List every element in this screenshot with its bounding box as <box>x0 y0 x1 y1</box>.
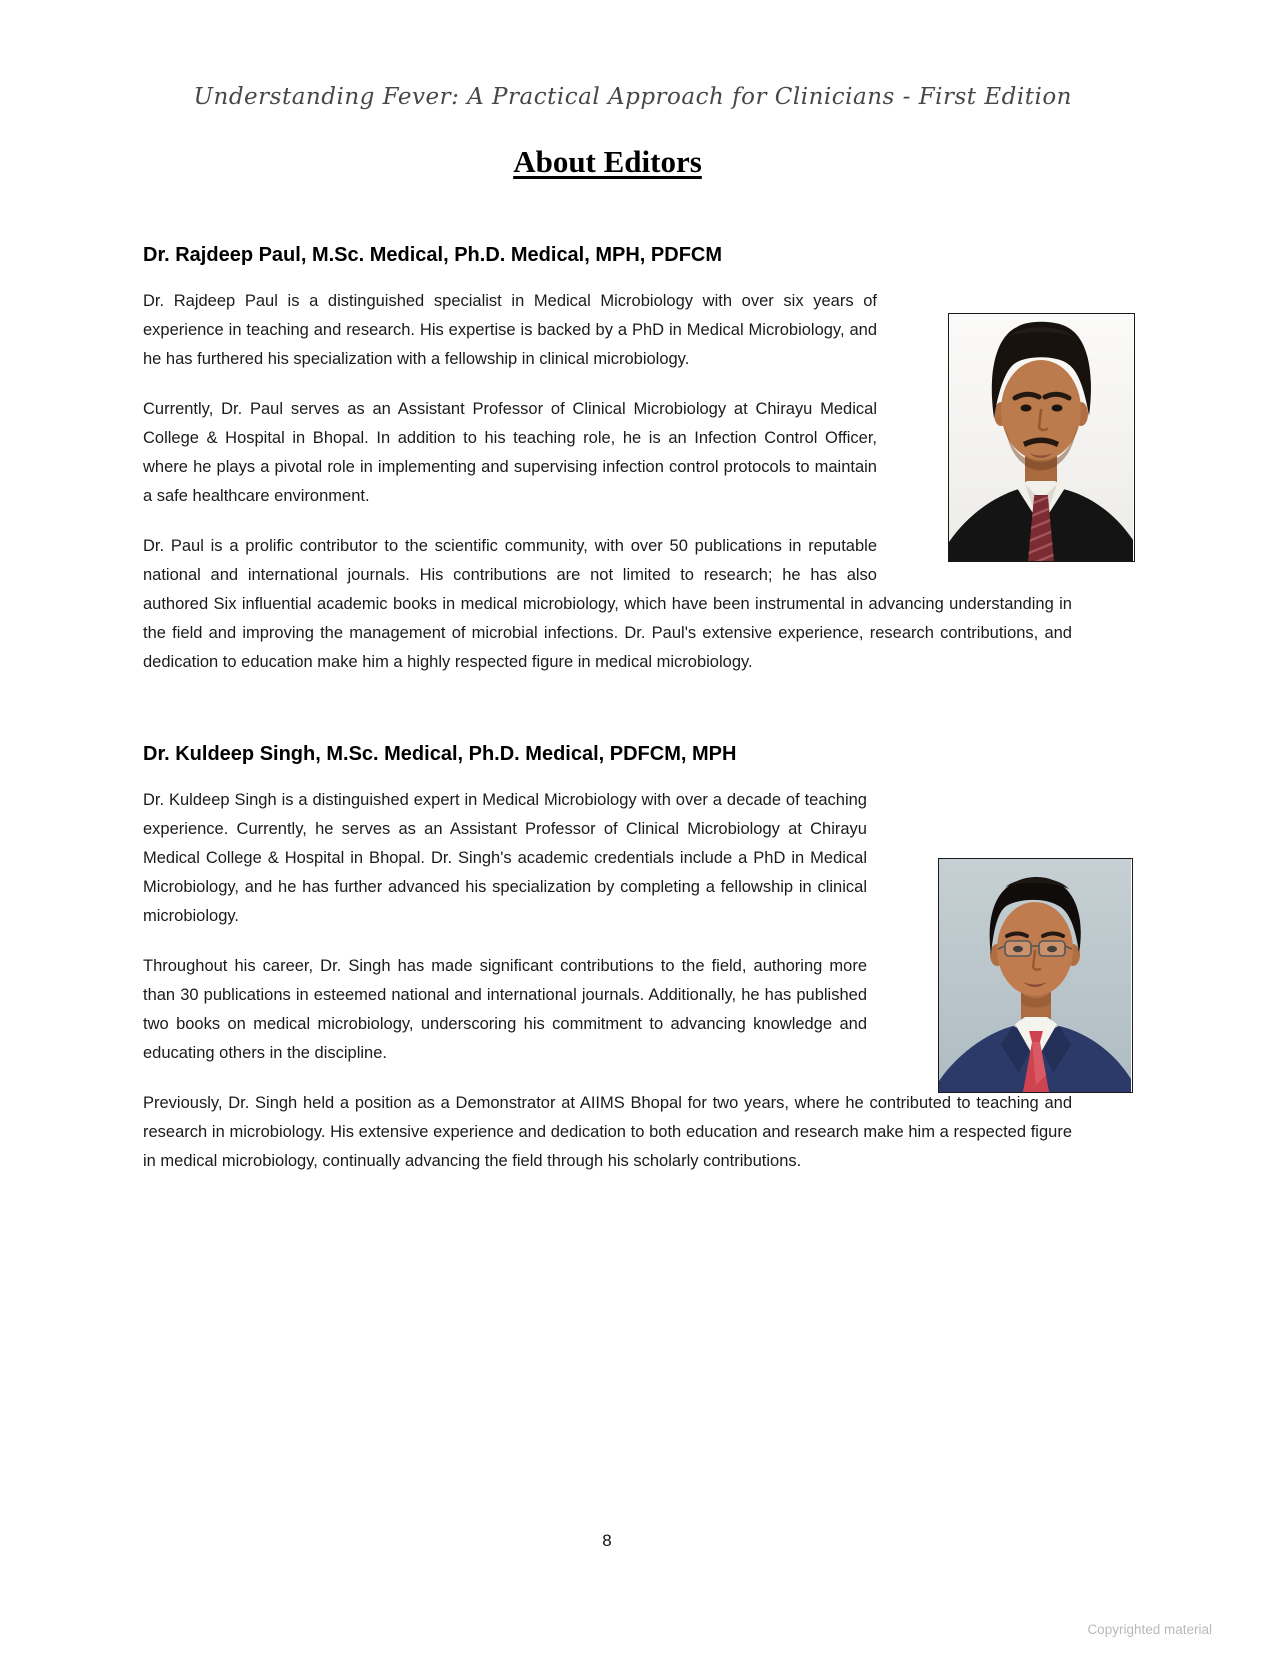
editor-bio-paragraph: Throughout his career, Dr. Singh has made significant contributions to the field, authoring more than 30 publications in esteemed national and international journals. Additionally, he has published two books on medical microbiology, underscoring his commitment to advancing knowledge and educating others in the discipline. <box>143 957 867 1062</box>
editor-bio-paragraph: Previously, Dr. Singh held a position as a Demonstrator at AIIMS Bhopal for two years, where he contributed to teaching and research in microbiology. His extensive experience and dedication to both education and research make him a respected figure in medical microbiology, continually advancing the field through his scholarly contributions. <box>143 1094 1072 1170</box>
copyright-watermark: Copyrighted material <box>1087 1622 1212 1637</box>
portrait-photo-icon <box>949 314 1133 561</box>
editor-bio-paragraph <box>143 287 1072 374</box>
editor-heading: Dr. Rajdeep Paul, M.Sc. Medical, Ph.D. Medical, MPH, PDFCM <box>143 244 723 266</box>
editor-photo-rajdeep-paul <box>948 313 1135 562</box>
page-content <box>143 0 1072 1197</box>
editor-bio-paragraph: Currently, Dr. Paul serves as an Assistant Professor of Clinical Microbiology at Chirayu Medical College & Hospital in Bhopal. In addition to his teaching role, he is an Infection Control Officer, where he plays a pivotal role in implementing and supervising infection control protocols to maintain a safe healthcare environment. <box>143 400 877 505</box>
portrait-photo-icon <box>939 859 1131 1092</box>
editor-heading: Dr. Kuldeep Singh, M.Sc. Medical, Ph.D. Medical, PDFCM, MPH <box>143 743 737 765</box>
photo-frame <box>938 858 1133 1093</box>
editor-section-rajdeep-paul <box>143 244 1072 677</box>
bio-text: Dr. Kuldeep Singh is a distinguished expert in Medical Microbiology with over a decade of teaching experience. Currently, he serves as an Assistant Professor of Clinical Microbiology at Chirayu Medical College & Hospital in Bhopal. Dr. Singh's academic credentials include a PhD in Medical Microbiology, and he has further advanced his specialization by completing a fellowship in clinical microbiology. <box>143 791 867 925</box>
bio-text: Dr. Rajdeep Paul is a distinguished specialist in Medical Microbiology with over six years of experience in teaching and research. His expertise is backed by a PhD in Medical Microbiology, and he has furthered his specialization with a fellowship in clinical microbiology. <box>143 292 877 368</box>
page-title <box>143 144 1072 180</box>
editor-photo-kuldeep-singh <box>938 858 1133 1093</box>
photo-frame <box>948 313 1135 562</box>
running-header: Understanding Fever: A Practical Approach for Clinicians - First Edition <box>193 84 1072 110</box>
editor-bio-paragraph: Dr. Paul is a prolific contributor to the scientific community, with over 50 publications in reputable national and international journals. His contributions are not limited to research; he has also authored Six influential academic books in medical microbiology, which have been instrumental in advancing understanding in the field and improving the management of microbial infections. Dr. Paul's extensive experience, research contributions, and dedication to education make him a highly respected figure in medical microbiology. <box>143 537 1072 671</box>
page-title-text: About Editors <box>513 144 702 179</box>
editor-bio-paragraph <box>143 786 1072 931</box>
editor-section-kuldeep-singh <box>143 743 1072 1176</box>
page-number: 8 <box>602 1531 612 1550</box>
